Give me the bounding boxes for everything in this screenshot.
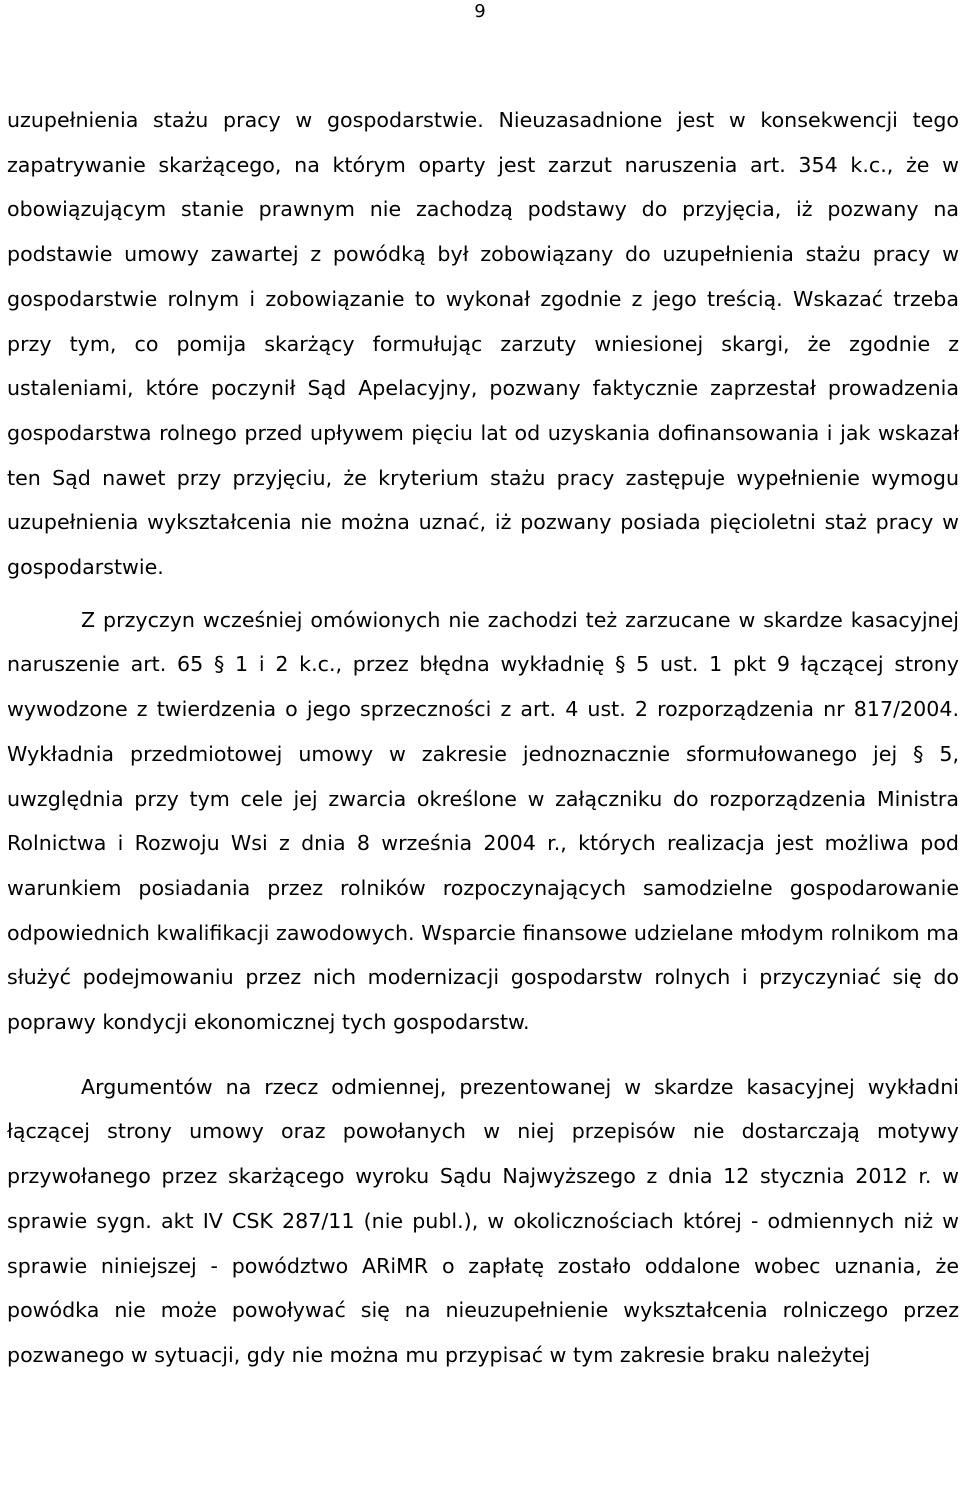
paragraph-arguments: Argumentów na rzecz odmiennej, prezentowanej w skardze kasacyjnej wykładni łączącej strony umowy oraz powołanych w niej przepisów nie dostarczają motywy przywołanego przez skarżącego wyroku Sądu Najwyższego z dnia 12 stycznia 2012 r. w sprawie sygn. akt IV CSK 287/11 (nie publ.), w okolicznościach której - odmiennych niż w sprawie niniejszej - powództwo ARiMR o zapłatę zostało oddalone wobec uznania, że powódka nie może powoływać się na nieuzupełnienie wykształcenia rolniczego przez pozwanego w sytuacji, gdy nie można mu przypisać w tym zakresie braku należytej [7,1074,959,1367]
page-number: 9 [474,1,486,22]
paragraph-interpretation: Z przyczyn wcześniej omówionych nie zachodzi też zarzucane w skardze kasacyjnej naruszenie art. 65 § 1 i 2 k.c., przez błędna wykładnię § 5 ust. 1 pkt 9 łączącej strony wywodzone z twierdzenia o jego sprzeczności z art. 4 ust. 2 rozporządzenia nr 817/2004. Wykładnia przedmiotowej umowy w zakresie jednoznacznie sformułowanego jej § 5, uwzględnia przy tym cele jej zwarcia określone w załączniku do rozporządzenia Ministra Rolnictwa i Rozwoju Wsi z dnia 8 września 2004 r., których realizacja jest możliwa pod warunkiem posiadania przez rolników rozpoczynających samodzielne gospodarowanie odpowiednich kwalifikacji zawodowych. Wsparcie finansowe udzielane młodym rolnikom ma służyć podejmowaniu przez nich modernizacji gospodarstw rolnych i przyczyniać się do poprawy kondycji ekonomicznej tych gospodarstw. [7,607,959,1035]
document-body [7,98,959,1378]
paragraph-continued: uzupełnienia stażu pracy w gospodarstwie. Nieuzasadnione jest w konsekwencji tego zapatrywanie skarżącego, na którym oparty jest zarzut naruszenia art. 354 k.c., że w obowiązującym stanie prawnym nie zachodzą podstawy do przyjęcia, iż pozwany na podstawie umowy zawartej z powódką był zobowiązany do uzupełnienia stażu pracy w gospodarstwie rolnym i zobowiązanie to wykonał zgodnie z jego treścią. Wskazać trzeba przy tym, co pomija skarżący formułując zarzuty wniesionej skargi, że zgodnie z ustaleniami, które poczynił Sąd Apelacyjny, pozwany faktycznie zaprzestał prowadzenia gospodarstwa rolnego przed upływem pięciu lat od uzyskania dofinansowania i jak wskazał ten Sąd nawet przy przyjęciu, że kryterium stażu pracy zastępuje wypełnienie wymogu uzupełnienia wykształcenia nie można uznać, iż pozwany posiada pięcioletni staż pracy w gospodarstwie. [7,108,959,580]
